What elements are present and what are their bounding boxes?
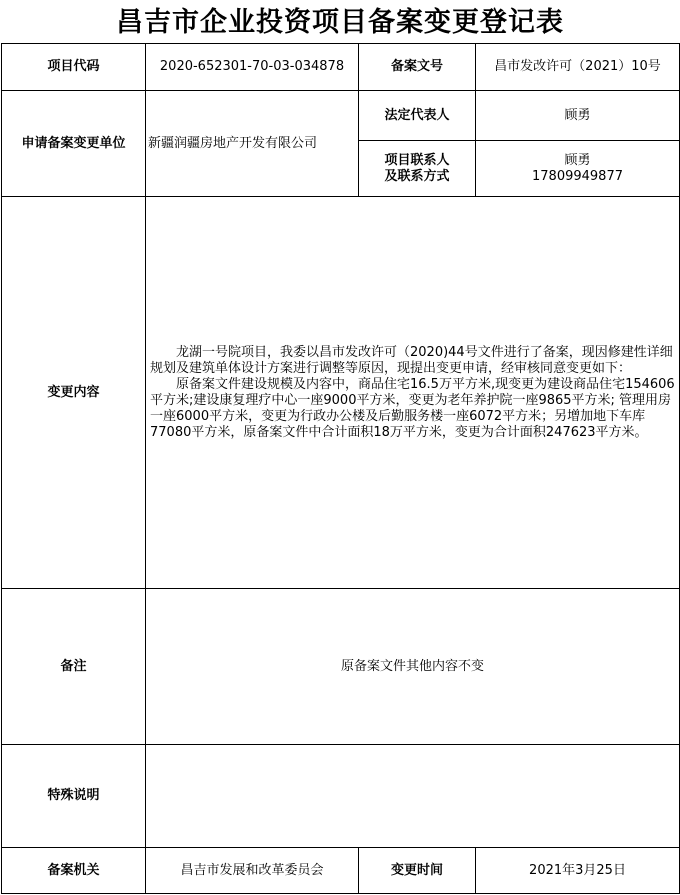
row-authority	[2, 848, 680, 894]
form-title: 昌吉市企业投资项目备案变更登记表	[116, 7, 564, 38]
change-paragraph-2: 原备案文件建设规模及内容中，商品住宅16.5万平方米,现变更为建设商品住宅154606平方米;建设康复理疗中心一座9000平方米，变更为老年养护院一座9865平方米; 管理用房一座6000平方米，变更为行政办公楼及后勤服务楼一座6072平方米；另增加地下车库77080平方米，原备案文件中合计面积18万平方米，变更为合计面积247623平方米。	[150, 376, 675, 440]
legal-rep-label: 法定代表人	[359, 91, 476, 141]
change-paragraph-1: 龙湖一号院项目，我委以昌市发改许可（2020)44号文件进行了备案，现因修建性详细规划及建筑单体设计方案进行调整等原因，现提出变更申请，经审核同意变更如下：	[150, 344, 673, 376]
contact-label	[359, 141, 476, 197]
project-code-label: 项目代码	[2, 44, 146, 91]
row-change-content	[2, 197, 680, 589]
remarks-value: 原备案文件其他内容不变	[146, 589, 680, 745]
authority-label: 备案机关	[2, 848, 146, 894]
project-code-value: 2020-652301-70-03-034878	[146, 44, 359, 91]
change-time-value: 2021年3月25日	[476, 848, 680, 894]
filing-number-label: 备案文号	[359, 44, 476, 91]
filing-number-value: 昌市发改许可（2021）10号	[476, 44, 680, 91]
authority-value: 昌吉市发展和改革委员会	[146, 848, 359, 894]
row-project-code	[2, 44, 680, 91]
row-special-notes	[2, 745, 680, 848]
change-content-value	[146, 197, 680, 589]
legal-rep-value: 顾勇	[476, 91, 680, 141]
contact-label-line1: 项目联系人	[384, 152, 450, 168]
applicant-unit-label: 申请备案变更单位	[2, 91, 146, 197]
applicant-unit-value: 新疆润疆房地产开发有限公司	[146, 91, 359, 197]
contact-phone: 17809949877	[532, 168, 623, 184]
remarks-label: 备注	[2, 589, 146, 745]
registration-table	[1, 43, 680, 894]
special-notes-value	[146, 745, 680, 848]
contact-label-line2: 及联系方式	[384, 168, 450, 184]
change-content-label: 变更内容	[2, 197, 146, 589]
special-notes-label: 特殊说明	[2, 745, 146, 848]
change-time-label: 变更时间	[359, 848, 476, 894]
row-legal-rep	[2, 91, 680, 141]
contact-name: 顾勇	[564, 152, 591, 168]
row-remarks	[2, 589, 680, 745]
contact-value	[476, 141, 680, 197]
